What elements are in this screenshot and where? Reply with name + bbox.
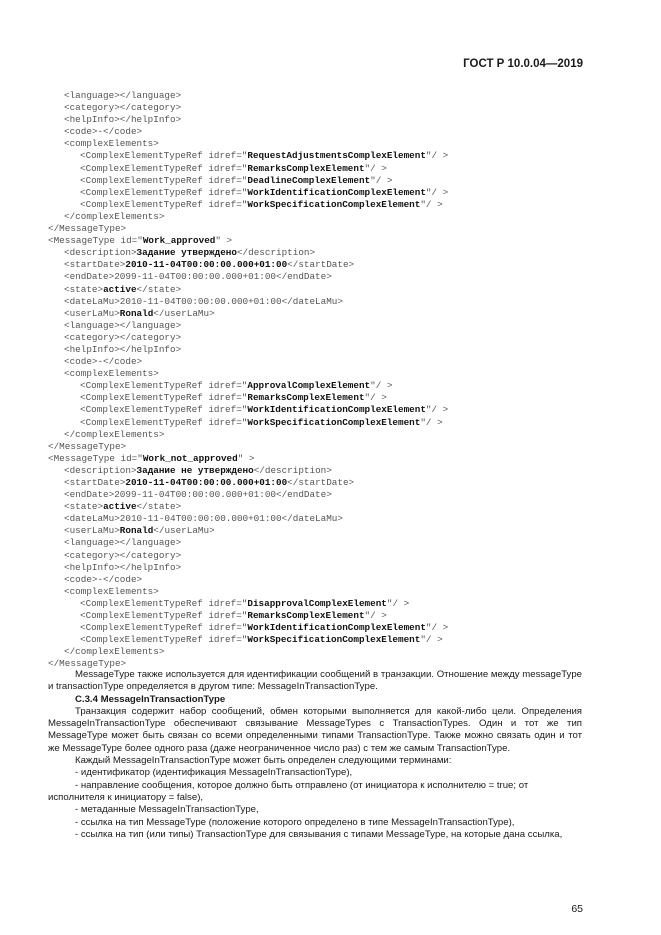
code-text: <startDate>: [64, 477, 126, 488]
code-text: </state>: [136, 501, 182, 513]
code-text: <complexElements>: [64, 368, 159, 380]
code-line: [48, 356, 628, 368]
code-text: <ComplexElementTypeRef idref=": [80, 634, 248, 646]
code-line: [48, 441, 628, 453]
code-text: </complexElements>: [64, 646, 165, 658]
code-line: [48, 138, 628, 150]
code-line: [48, 622, 628, 634]
code-text: "/ >: [386, 597, 410, 609]
code-value: Задание не утверждено: [136, 464, 254, 476]
code-line: [48, 537, 628, 549]
code-text: <category></category>: [64, 549, 182, 561]
code-line: [48, 199, 628, 211]
code-line: [48, 126, 628, 138]
code-text: <userLaMu>: [64, 525, 120, 537]
code-line: [48, 634, 628, 646]
code-value: Work_approved: [142, 235, 216, 247]
code-text: <ComplexElementTypeRef idref=": [80, 150, 248, 162]
code-value: DisapprovalComplexElement: [247, 597, 387, 609]
code-text: </userLaMu>: [153, 307, 215, 319]
code-line: [48, 344, 628, 356]
code-line: [48, 380, 628, 392]
code-text: "/ >: [364, 162, 387, 174]
code-text: <ComplexElementTypeRef idref=": [80, 174, 248, 186]
code-value: WorkIdentificationComplexElement: [247, 404, 426, 416]
code-value: WorkSpecificationComplexElement: [247, 634, 421, 646]
code-line: [48, 187, 628, 199]
code-text: "/ >: [425, 404, 449, 416]
code-text: <ComplexElementTypeRef idref=": [80, 610, 248, 622]
code-text: <language></language>: [64, 537, 182, 549]
code-text: </startDate>: [287, 259, 355, 271]
code-line: [48, 284, 628, 296]
code-text: <ComplexElementTypeRef idref=": [80, 622, 248, 634]
code-line: [48, 235, 628, 247]
code-text: <state>: [64, 283, 104, 295]
code-value: Ronald: [119, 307, 154, 319]
code-text: <ComplexElementTypeRef idref=": [80, 162, 248, 174]
code-line: [48, 586, 628, 598]
code-text: </complexElements>: [64, 210, 165, 222]
paragraph: MessageType также используется для идентификации сообщений в транзакции. Отношение между messageType и transactionType определяется в другом типе: MessageInTransactionType.: [48, 669, 582, 693]
code-value: RemarksComplexElement: [247, 162, 365, 174]
code-line: [48, 562, 628, 574]
code-text: <category></category>: [64, 331, 182, 343]
code-line: [48, 175, 628, 187]
code-line: [48, 525, 628, 537]
code-line: [48, 150, 628, 162]
code-line: [48, 598, 628, 610]
code-line: [48, 646, 628, 658]
xml-code-listing: [48, 90, 628, 671]
code-text: <complexElements>: [64, 585, 159, 597]
list-item: - ссылка на тип (или типы) TransactionType для связывания с типами MessageType, на которые дана ссылка,: [75, 828, 563, 840]
code-value: RequestAdjustmentsComplexElement: [247, 150, 426, 162]
code-text: </description>: [236, 247, 316, 259]
list-item: - идентификатор (идентификация MessageInTransactionType),: [75, 767, 353, 779]
code-line: [48, 489, 628, 501]
code-line: [48, 102, 628, 114]
code-text: <code>-</code>: [64, 573, 143, 585]
code-text: </MessageType>: [48, 440, 127, 452]
code-line: [48, 417, 628, 429]
code-line: [48, 404, 628, 416]
code-text: <startDate>: [64, 259, 126, 271]
code-line: [48, 550, 628, 562]
code-value: active: [103, 501, 137, 513]
code-line: [48, 271, 628, 283]
code-text: <MessageType id=": [48, 235, 143, 247]
code-value: active: [103, 283, 137, 295]
code-text: </MessageType>: [48, 223, 127, 235]
code-line: [48, 513, 628, 525]
code-text: "/ >: [364, 610, 387, 622]
code-line: [48, 501, 628, 513]
code-text: "/ >: [420, 416, 443, 428]
code-text: <endDate>2099-11-04T00:00:00.000+01:00</endDate>: [64, 271, 332, 283]
list-item: - направление сообщения, которое должно быть отправлено (от инициатора к исполнителю = true; от исполнителя к инициатору = false),: [48, 779, 529, 803]
code-text: <MessageType id=": [48, 452, 143, 464]
code-value: WorkIdentificationComplexElement: [247, 186, 426, 198]
code-text: <ComplexElementTypeRef idref=": [80, 404, 248, 416]
code-line: [48, 211, 628, 223]
code-text: "/ >: [425, 150, 449, 162]
paragraph: Транзакция содержит набор сообщений, обмен которыми выполняется для какой-либо цели. Определения MessageInTransactionType обеспечивают связывание MessageTypes с TransactionTypes. Один и тот же тип MessageType может быть связан со всеми определенными типами TransactionType. Также можно связать один и тот же MessageType более одного раза (даже неограниченное число раз) с тем же самым TransactionType.: [48, 705, 582, 754]
code-text: <code>-</code>: [64, 356, 143, 368]
code-value: WorkIdentificationComplexElement: [247, 622, 426, 634]
code-text: <dateLaMu>2010-11-04T00:00:00.000+01:00</dateLaMu>: [64, 295, 343, 307]
code-line: [48, 308, 628, 320]
code-text: <category></category>: [64, 102, 182, 114]
code-text: <ComplexElementTypeRef idref=": [80, 392, 248, 404]
code-text: </state>: [136, 283, 182, 295]
code-text: <helpInfo></helpInfo>: [64, 343, 182, 355]
code-text: " >: [215, 235, 233, 247]
code-value: ApprovalComplexElement: [247, 380, 371, 392]
code-text: </MessageType>: [48, 658, 127, 670]
code-line: [48, 247, 628, 259]
code-text: "/ >: [425, 186, 449, 198]
code-line: [48, 429, 628, 441]
code-text: <dateLaMu>2010-11-04T00:00:00.000+01:00</dateLaMu>: [64, 513, 343, 525]
code-text: <ComplexElementTypeRef idref=": [80, 186, 248, 198]
code-text: </complexElements>: [64, 428, 165, 440]
code-text: </description>: [253, 464, 332, 476]
code-text: "/ >: [420, 198, 443, 210]
code-text: <ComplexElementTypeRef idref=": [80, 380, 248, 392]
code-text: <language></language>: [64, 90, 182, 101]
code-text: <ComplexElementTypeRef idref=": [80, 416, 248, 428]
code-text: <state>: [64, 501, 104, 513]
code-line: [48, 368, 628, 380]
code-line: [48, 163, 628, 175]
code-text: <description>: [64, 464, 137, 476]
code-text: <endDate>2099-11-04T00:00:00.000+01:00</endDate>: [64, 489, 332, 501]
code-value: WorkSpecificationComplexElement: [247, 198, 421, 210]
code-value: RemarksComplexElement: [247, 610, 365, 622]
code-text: <language></language>: [64, 319, 182, 331]
code-line: [48, 332, 628, 344]
code-line: [48, 114, 628, 126]
code-text: <ComplexElementTypeRef idref=": [80, 198, 248, 210]
code-text: <description>: [64, 247, 137, 259]
list-item: - ссылка на тип MessageType (положение которого определено в типе MessageInTransactionType),: [75, 816, 515, 828]
code-line: [48, 320, 628, 332]
code-line: [48, 574, 628, 586]
code-line: [48, 90, 628, 102]
section-heading: С.3.4 MessageInTransactionType: [75, 693, 226, 705]
code-value: RemarksComplexElement: [247, 392, 365, 404]
code-text: "/ >: [370, 174, 393, 186]
paragraph: Каждый MessageInTransactionType может быть определен следующими терминами:: [75, 755, 452, 767]
code-text: "/ >: [425, 622, 449, 634]
body-text: [48, 669, 582, 841]
document-header: ГОСТ Р 10.0.04—2019: [463, 58, 583, 70]
code-text: "/ >: [364, 392, 387, 404]
code-line: [48, 610, 628, 622]
code-value: Ronald: [119, 525, 154, 537]
code-text: "/ >: [370, 380, 393, 392]
code-text: <ComplexElementTypeRef idref=": [80, 597, 248, 609]
code-text: </startDate>: [287, 477, 355, 488]
code-text: "/ >: [420, 634, 443, 646]
code-value: Задание утверждено: [136, 247, 237, 259]
code-text: <code>-</code>: [64, 126, 143, 138]
page-number: 65: [571, 903, 583, 915]
code-text: <userLaMu>: [64, 307, 120, 319]
code-value: DeadlineComplexElement: [247, 174, 371, 186]
list-item: - метаданные MessageInTransactionType,: [75, 804, 259, 816]
code-text: " >: [237, 452, 255, 464]
code-value: 2010-11-04T00:00:00.000+01:00: [125, 477, 288, 488]
code-value: Work_not_approved: [142, 452, 238, 464]
code-line: [48, 296, 628, 308]
code-line: [48, 453, 628, 465]
code-text: </userLaMu>: [153, 525, 215, 537]
code-value: WorkSpecificationComplexElement: [247, 416, 421, 428]
code-line: [48, 259, 628, 271]
code-text: <complexElements>: [64, 138, 159, 150]
code-line: [48, 465, 628, 477]
code-line: [48, 392, 628, 404]
code-text: <helpInfo></helpInfo>: [64, 114, 182, 126]
code-text: <helpInfo></helpInfo>: [64, 561, 182, 573]
code-value: 2010-11-04T00:00:00.000+01:00: [125, 259, 288, 271]
code-line: [48, 477, 628, 489]
code-line: [48, 223, 628, 235]
